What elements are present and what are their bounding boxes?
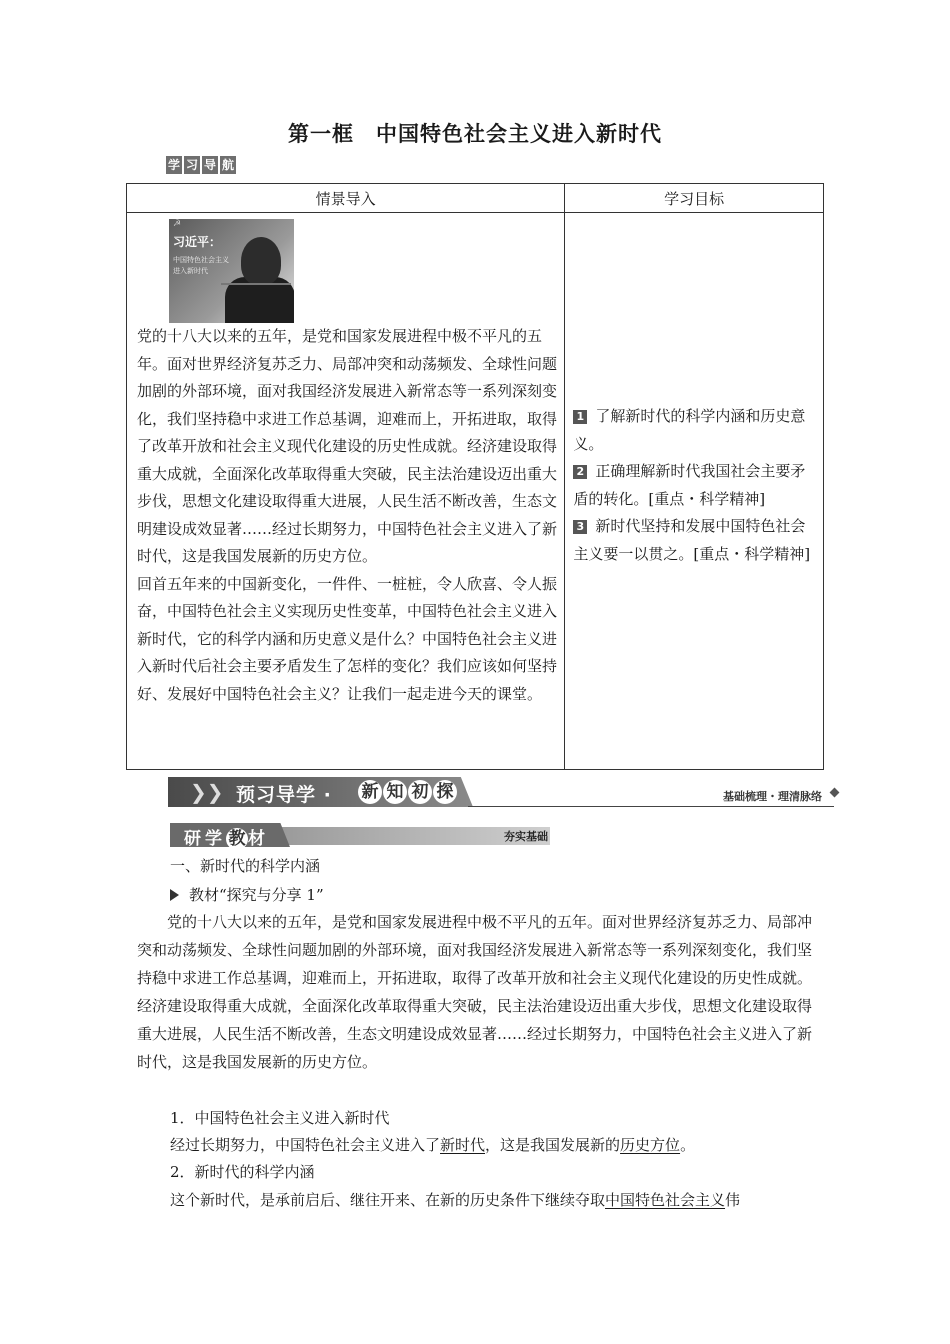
goal-text: 了解新时代的科学内涵和历史意义。 bbox=[573, 407, 806, 453]
double-chevron-icon: ❯❯ bbox=[190, 780, 224, 804]
banner-circle-char: 探 bbox=[433, 780, 457, 804]
scene-text bbox=[137, 323, 557, 708]
tag-char: 航 bbox=[222, 158, 235, 172]
banner-label: 研学 教 材 bbox=[184, 829, 269, 849]
scene-header: 情景导入 bbox=[127, 184, 565, 213]
scene-paragraph: 党的十八大以来的五年，是党和国家发展进程中极不平凡的五年。面对世界经济复苏乏力、局部冲突和动荡频发、全球性问题加剧的外部环境，面对我国经济发展进入新常态等一系列深刻变化，我们坚持稳中求进工作总基调，迎难而上，开拓进取，取得了改革开放和社会主义现代化建设的历史性成就。经济建设取得重大成就，全面深化改革取得重大突破，民主法治建设迈出重大步伐，思想文化建设取得重大进展，人民生活不断改善，生态文明建设成效显著……经过长期努力，中国特色社会主义进入了新时代，这是我国发展新的历史方位。 bbox=[137, 327, 558, 565]
underlined-term: 新时代 bbox=[440, 1136, 486, 1154]
goal-header: 学习目标 bbox=[565, 184, 824, 213]
scene-paragraph: 回首五年来的中国新变化，一件件、一桩桩，令人欣喜、令人振奋，中国特色社会主义实现历史性变革，中国特色社会主义进入新时代，它的科学内涵和历史意义是什么？中国特色社会主义进入新时代后社会主要矛盾发生了怎样的变化？我们应该如何坚持好、发展好中国特色社会主义？让我们一起走进今天的课堂。 bbox=[137, 574, 558, 703]
textbook-section-banner bbox=[170, 823, 552, 849]
photo-caption-text: 中国特色社会主义进入新时代 bbox=[173, 256, 229, 275]
banner-label: 预习导学 · bbox=[236, 784, 332, 806]
banner-subtitle: 基础梳理・理清脉络 bbox=[723, 790, 822, 803]
underlined-term: 中国特色社会主义 bbox=[605, 1191, 726, 1209]
banner-subtitle: 夯实基础 bbox=[504, 830, 548, 843]
photo-figure-head bbox=[241, 237, 281, 285]
banner-circle-char: 初 bbox=[408, 780, 432, 804]
banner-circle-char: 新 bbox=[358, 780, 382, 804]
photo-microphones bbox=[221, 283, 291, 315]
sub-heading: 教材“探究与分享 1” bbox=[170, 881, 820, 909]
goal-item bbox=[573, 458, 813, 513]
goal-number-badge: 3 bbox=[573, 520, 587, 534]
tag-char: 习 bbox=[186, 158, 199, 172]
scene-cell bbox=[127, 213, 565, 770]
news-photo bbox=[169, 219, 294, 323]
goal-text: 正确理解新时代我国社会主要矛盾的转化。[重点・科学精神] bbox=[573, 462, 806, 508]
section-paragraph: 党的十八大以来的五年，是党和国家发展进程中极不平凡的五年。面对世界经济复苏乏力、局部冲突和动荡频发、全球性问题加剧的外部环境，面对我国经济发展进入新常态等一系列深刻变化，我们坚持稳中求进工作总基调，迎难而上，开拓进取，取得了改革开放和社会主义现代化建设的历史性成就。经济建设取得重大成就，全面深化改革取得重大突破，民主法治建设迈出重大步伐，思想文化建设取得重大进展，人民生活不断改善，生态文明建设成效显著……经过长期努力，中国特色社会主义进入了新时代，这是我国发展新的历史方位。 bbox=[137, 913, 813, 1071]
goal-list bbox=[573, 403, 813, 568]
goal-item bbox=[573, 403, 813, 458]
section-heading: 一、新时代的科学内涵 bbox=[170, 857, 321, 875]
tag-char: 导 bbox=[204, 158, 217, 172]
goal-number-badge: 1 bbox=[573, 410, 587, 424]
play-triangle-icon bbox=[170, 889, 179, 901]
goal-number-badge: 2 bbox=[573, 465, 587, 479]
goal-text: 新时代坚持和发展中国特色社会主义要一以贯之。[重点・科学精神] bbox=[573, 517, 811, 563]
study-guide-tag bbox=[166, 156, 236, 174]
underlined-term: 历史方位 bbox=[620, 1136, 681, 1154]
point1-text: 经过长期努力，中国特色社会主义进入了新时代，这是我国发展新的历史方位。 bbox=[170, 1136, 696, 1154]
point2-title: 2．新时代的科学内涵 bbox=[170, 1163, 315, 1181]
goal-item bbox=[573, 513, 813, 568]
banner-circle-label bbox=[358, 777, 457, 804]
banner-rule bbox=[468, 806, 834, 807]
point2-text: 这个新时代，是承前启后、继往开来、在新的历史条件下继续夺取中国特色社会主义伟 bbox=[170, 1191, 741, 1209]
banner-circle-char: 知 bbox=[383, 780, 407, 804]
preview-section-banner bbox=[168, 777, 840, 809]
party-emblem-icon: ☭ bbox=[173, 219, 182, 229]
photo-caption-title: 习近平： bbox=[173, 235, 222, 249]
point1-title: 1．中国特色社会主义进入新时代 bbox=[170, 1109, 390, 1127]
goal-cell bbox=[565, 213, 824, 770]
tag-char: 学 bbox=[168, 158, 181, 172]
diamond-icon bbox=[830, 788, 840, 798]
study-guide-table bbox=[126, 183, 824, 770]
page-title: 第一框 中国特色社会主义进入新时代 bbox=[288, 122, 662, 146]
